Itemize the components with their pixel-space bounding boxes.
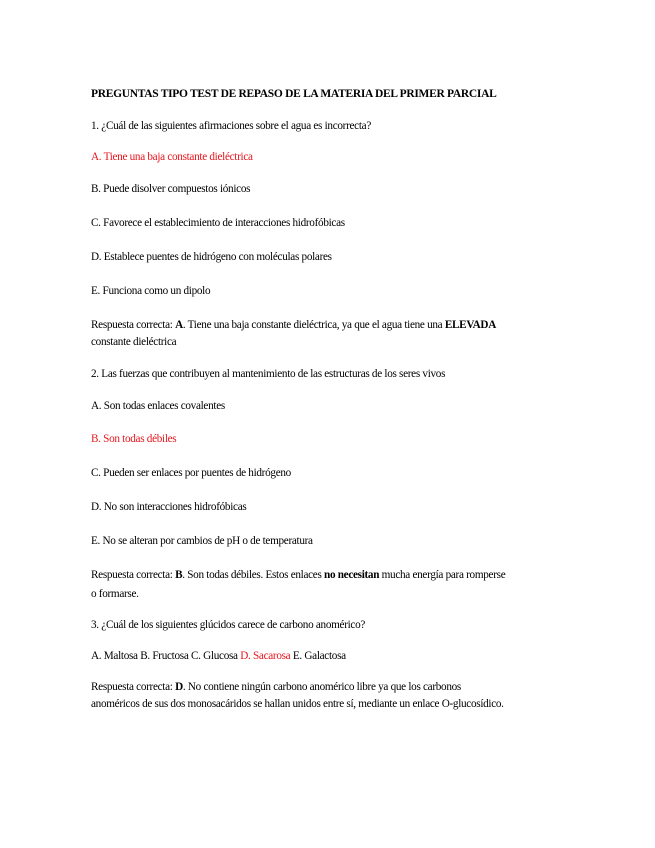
q1-option-a: A. Tiene una baja constante dieléctrica xyxy=(91,151,253,163)
q1-option-b: B. Puede disolver compuestos iónicos xyxy=(91,183,251,195)
q3-answer-continuation: anoméricos de sus dos monosacáridos se hallan unidos entre sí, mediante un enlace O-glucosídico. xyxy=(91,698,504,710)
q2-option-b: B. Son todas débiles xyxy=(91,433,177,445)
q1-option-d: D. Establece puentes de hidrógeno con moléculas polares xyxy=(91,251,332,263)
q1-answer xyxy=(91,318,496,332)
q3-options xyxy=(91,649,346,663)
q2-option-c: C. Pueden ser enlaces por puentes de hidrógeno xyxy=(91,467,291,479)
q2-answer-text-2: mucha energía para romperse xyxy=(379,569,506,581)
q2-answer-text: . Son todas débiles. Estos enlaces xyxy=(182,569,325,581)
q3-option-e: E. Galactosa xyxy=(290,650,346,662)
q2-option-d: D. No son interacciones hidrofóbicas xyxy=(91,501,247,513)
q1-answer-prefix: Respuesta correcta: xyxy=(91,319,176,331)
q3-answer-letter: D xyxy=(175,681,183,693)
document-title: PREGUNTAS TIPO TEST DE REPASO DE LA MATERIA DEL PRIMER PARCIAL xyxy=(91,88,497,100)
q1-option-c: C. Favorece el establecimiento de interacciones hidrofóbicas xyxy=(91,217,345,229)
question-2: 2. Las fuerzas que contribuyen al mantenimiento de las estructuras de los seres vivos xyxy=(91,368,446,380)
q3-answer xyxy=(91,680,461,694)
q2-option-e: E. No se alteran por cambios de pH o de temperatura xyxy=(91,535,313,547)
q1-answer-bold: ELEVADA xyxy=(444,319,496,331)
q2-answer-letter: B xyxy=(175,569,183,581)
q1-option-e: E. Funciona como un dipolo xyxy=(91,285,211,297)
q1-answer-text: . Tiene una baja constante dieléctrica, ya que el agua tiene una xyxy=(182,319,445,331)
question-3: 3. ¿Cuál de los siguientes glúcidos carece de carbono anomérico? xyxy=(91,619,366,631)
q3-answer-prefix: Respuesta correcta: xyxy=(91,681,176,693)
q2-answer-prefix: Respuesta correcta: xyxy=(91,569,176,581)
q2-answer-continuation: o formarse. xyxy=(91,588,139,600)
question-1: 1. ¿Cuál de las siguientes afirmaciones sobre el agua es incorrecta? xyxy=(91,120,371,132)
q2-option-a: A. Son todas enlaces covalentes xyxy=(91,400,225,412)
q1-answer-continuation: constante dieléctrica xyxy=(91,336,177,348)
q3-options-a-c: A. Maltosa B. Fructosa C. Glucosa xyxy=(91,650,241,662)
q2-answer-bold: no necesitan xyxy=(324,569,380,581)
q1-answer-letter: A xyxy=(175,319,183,331)
q3-option-d: D. Sacarosa xyxy=(240,650,291,662)
q2-answer xyxy=(91,568,505,582)
q3-answer-text: . No contiene ningún carbono anomérico libre ya que los carbonos xyxy=(182,681,461,693)
